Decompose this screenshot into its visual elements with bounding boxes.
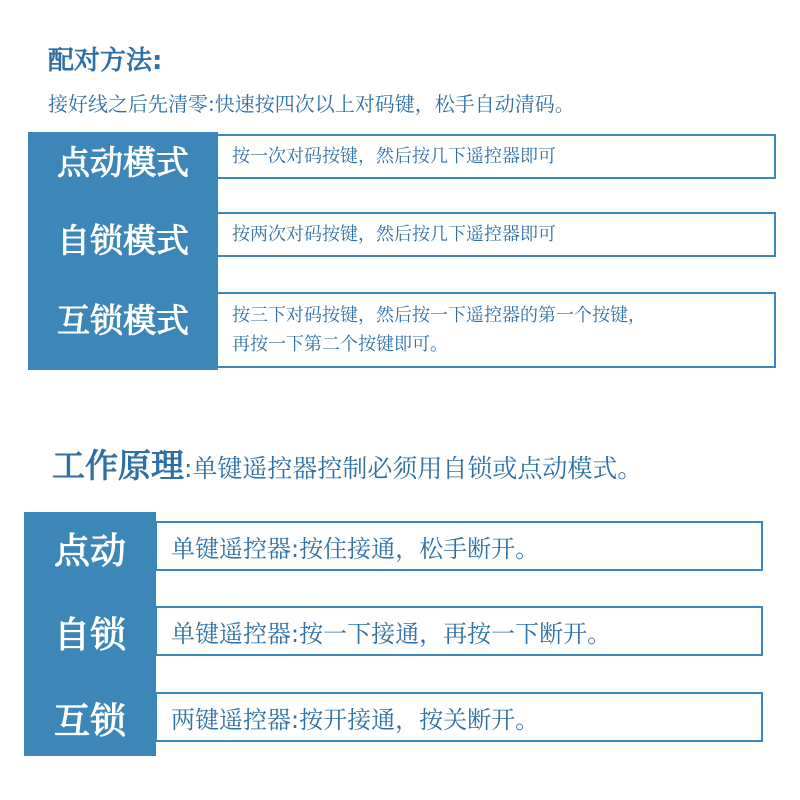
principle-desc-momentary — [155, 521, 763, 571]
pairing-heading: 配对方法: — [48, 46, 163, 76]
mode-desc-momentary-text: 按一次对码按键，然后按几下遥控器即可 — [232, 146, 556, 167]
mode-desc-momentary — [216, 134, 776, 179]
principle-desc-latching-text: 单键遥控器:按一下接通，再按一下断开。 — [171, 619, 612, 648]
principle-heading-desc: :单键遥控器控制必须用自锁或点动模式。 — [184, 454, 643, 483]
principle-label-latching: 自锁 — [53, 614, 126, 656]
principle-label-interlock: 互锁 — [53, 700, 126, 742]
mode-desc-interlock-line1: 按三下对码按键，然后按一下遥控器的第一个按键， — [232, 305, 646, 326]
principle-desc-momentary-text: 单键遥控器:按住接通，松手断开。 — [171, 534, 540, 563]
principle-heading — [52, 440, 642, 487]
principle-desc-interlock — [155, 692, 763, 742]
principle-heading-title: 工作原理 — [52, 446, 184, 485]
mode-desc-interlock-line2: 再按一下第二个按键即可。 — [232, 334, 448, 355]
pairing-intro-text: 接好线之后先清零:快速按四次以上对码键，松手自动清码。 — [48, 92, 575, 116]
mode-desc-latching-text: 按两次对码按键，然后按几下遥控器即可 — [232, 224, 556, 245]
mode-label-latching: 自锁模式 — [57, 220, 189, 260]
principle-desc-interlock-text: 两键遥控器:按开接通，按关断开。 — [171, 705, 540, 734]
principle-desc-latching — [155, 606, 763, 656]
mode-label-momentary: 点动模式 — [57, 142, 189, 182]
principle-label-momentary: 点动 — [53, 530, 126, 572]
mode-desc-interlock — [216, 292, 776, 368]
mode-desc-latching — [216, 212, 776, 257]
mode-label-interlock: 互锁模式 — [57, 300, 189, 340]
